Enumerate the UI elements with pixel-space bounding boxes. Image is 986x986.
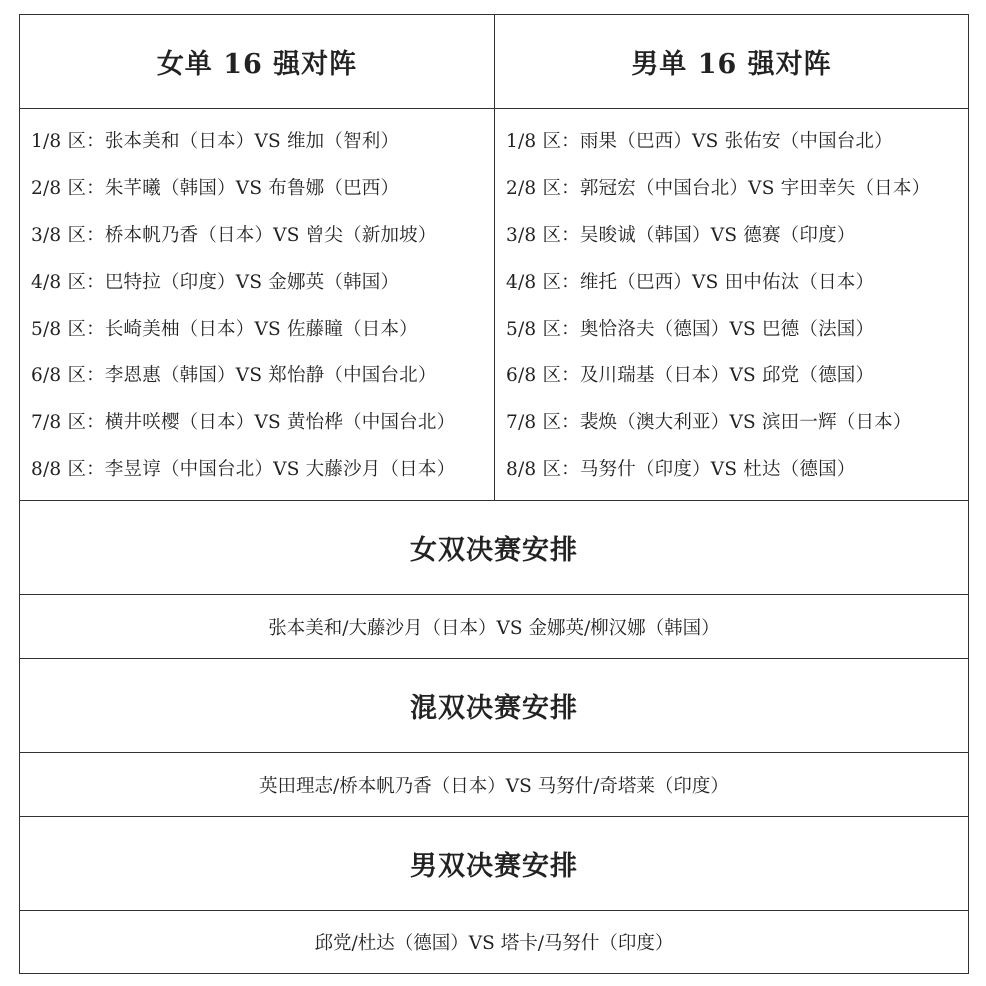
mixed-doubles-title: 混双决赛安排 bbox=[20, 659, 968, 753]
mens-singles-match: 1/8 区：雨果（巴西）VS 张佑安（中国台北） bbox=[506, 131, 893, 153]
schedule-table bbox=[19, 14, 969, 974]
womens-singles-match: 6/8 区：李恩惠（韩国）VS 郑怡静（中国台北） bbox=[31, 365, 437, 387]
mens-singles-match: 4/8 区：维托（巴西）VS 田中佑汰（日本） bbox=[506, 271, 875, 293]
womens-singles-match: 7/8 区：横井咲樱（日本）VS 黄怡桦（中国台北） bbox=[31, 412, 456, 434]
womens-singles-match: 1/8 区：张本美和（日本）VS 维加（智利） bbox=[31, 131, 400, 153]
womens-singles-match: 5/8 区：长崎美柚（日本）VS 佐藤瞳（日本） bbox=[31, 318, 418, 340]
mens-singles-match: 3/8 区：吴晙诚（韩国）VS 德赛（印度） bbox=[506, 224, 856, 246]
mens-singles-column bbox=[494, 15, 968, 500]
womens-singles-title: 女单 16 强对阵 bbox=[20, 15, 494, 109]
mens-singles-match-list bbox=[495, 109, 968, 500]
mixed-doubles-match: 英田理志/桥本帆乃香（日本）VS 马努什/奇塔莱（印度） bbox=[20, 753, 968, 817]
womens-singles-match: 2/8 区：朱芊曦（韩国）VS 布鲁娜（巴西） bbox=[31, 178, 400, 200]
mens-doubles-title: 男双决赛安排 bbox=[20, 817, 968, 911]
mens-singles-match: 8/8 区：马努什（印度）VS 杜达（德国） bbox=[506, 458, 856, 480]
mens-singles-title: 男单 16 强对阵 bbox=[495, 15, 968, 109]
mens-singles-match: 2/8 区：郭冠宏（中国台北）VS 宇田幸矢（日本） bbox=[506, 178, 931, 200]
mens-singles-match: 6/8 区：及川瑞基（日本）VS 邱党（德国） bbox=[506, 365, 875, 387]
womens-doubles-title: 女双决赛安排 bbox=[20, 501, 968, 595]
womens-singles-match-list bbox=[20, 109, 494, 500]
womens-singles-match: 4/8 区：巴特拉（印度）VS 金娜英（韩国） bbox=[31, 271, 400, 293]
womens-singles-match: 8/8 区：李昱谆（中国台北）VS 大藤沙月（日本） bbox=[31, 458, 456, 480]
womens-singles-column bbox=[20, 15, 494, 500]
mens-doubles-match: 邱党/杜达（德国）VS 塔卡/马努什（印度） bbox=[314, 933, 674, 954]
womens-doubles-match: 张本美和/大藤沙月（日本）VS 金娜英/柳汉娜（韩国） bbox=[20, 595, 968, 659]
mens-singles-match: 7/8 区：裴焕（澳大利亚）VS 滨田一辉（日本） bbox=[506, 412, 912, 434]
mens-singles-match: 5/8 区：奥恰洛夫（德国）VS 巴德（法国） bbox=[506, 318, 875, 340]
womens-singles-match: 3/8 区：桥本帆乃香（日本）VS 曾尖（新加坡） bbox=[31, 224, 437, 246]
singles-row bbox=[20, 15, 968, 501]
